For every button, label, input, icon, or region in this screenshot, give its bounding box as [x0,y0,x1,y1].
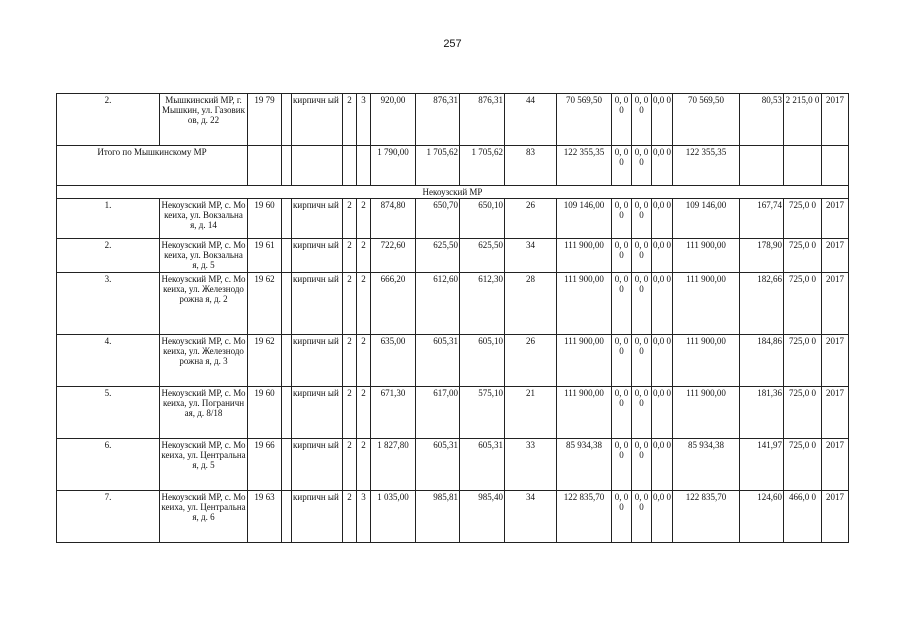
cost-total-cell: 111 900,00 [557,335,612,387]
area-total-cell: 635,00 [371,335,416,387]
area-total-cell: 722,60 [371,239,416,273]
residents-cell: 28 [505,273,557,335]
area-total-cell: 1 790,00 [371,146,416,186]
area-total-cell: 671,30 [371,387,416,439]
area-living-cell: 605,31 [416,335,460,387]
budget-region-cell: 0, 0 0 [632,491,652,543]
budget-local-cell: 0,0 0 [652,94,673,146]
area-living-cell: 650,70 [416,199,460,239]
area-living-cell: 612,60 [416,273,460,335]
table-row [57,387,849,439]
budget-local-cell: 0,0 0 [652,439,673,491]
floors-cell: 2 [343,239,357,273]
blank-cell [282,146,292,186]
area-total-cell: 920,00 [371,94,416,146]
other-sources-cell: 111 900,00 [673,239,740,273]
area-total-cell: 874,80 [371,199,416,239]
deadline-cell [822,146,849,186]
year-cell: 19 60 [248,199,282,239]
specific-cost-cell: 184,86 [740,335,784,387]
section-title: Некоузский МР [57,186,849,199]
blank-cell [282,491,292,543]
material-cell: кирпичн ый [292,491,343,543]
material-cell: кирпичн ый [292,239,343,273]
budget-local-cell: 0,0 0 [652,146,673,186]
area-resettled-cell: 605,10 [460,335,505,387]
year-cell: 19 66 [248,439,282,491]
address-cell: Некоузский МР, с. Мокеиха, ул. Пограничная, д. 8/18 [160,387,248,439]
address-cell: Мышкинский МР, г. Мышкин, ул. Газовиков, д. 22 [160,94,248,146]
table-row [57,199,849,239]
area-resettled-cell: 605,31 [460,439,505,491]
budget-region-cell: 0, 0 0 [632,387,652,439]
table-row [57,239,849,273]
budget-local-cell: 0,0 0 [652,273,673,335]
floors-cell: 2 [343,94,357,146]
deadline-cell: 2017 [822,239,849,273]
blank-cell [282,239,292,273]
blank-cell [282,335,292,387]
deadline-cell: 2017 [822,94,849,146]
material-cell: кирпичн ый [292,387,343,439]
cost-total-cell: 109 146,00 [557,199,612,239]
blank-cell [282,94,292,146]
fund-cell: 0, 0 0 [612,94,632,146]
year-cell: 19 60 [248,387,282,439]
residents-cell: 26 [505,335,557,387]
entrances-cell: 2 [357,239,371,273]
norm-cost-cell: 725,0 0 [784,335,822,387]
row-number: 1. [57,199,160,239]
section-body [57,186,849,199]
page-number: 257 [443,38,462,50]
budget-region-cell: 0, 0 0 [632,146,652,186]
blank-cell [282,387,292,439]
norm-cost-cell: 725,0 0 [784,199,822,239]
area-resettled-cell: 985,40 [460,491,505,543]
residents-cell: 21 [505,387,557,439]
entrances-cell: 3 [357,491,371,543]
row-number: 2. [57,239,160,273]
budget-local-cell: 0,0 0 [652,199,673,239]
entrances-cell: 2 [357,273,371,335]
table-row [57,491,849,543]
budget-region-cell: 0, 0 0 [632,199,652,239]
other-sources-cell: 111 900,00 [673,273,740,335]
budget-local-cell: 0,0 0 [652,239,673,273]
area-living-cell: 1 705,62 [416,146,460,186]
residents-cell: 83 [505,146,557,186]
specific-cost-cell: 80,53 [740,94,784,146]
other-sources-cell: 85 934,38 [673,439,740,491]
year-cell: 19 79 [248,94,282,146]
area-living-cell: 876,31 [416,94,460,146]
area-total-cell: 666,20 [371,273,416,335]
address-cell: Некоузский МР, с. Мокеиха, ул. Центральная, д. 6 [160,491,248,543]
housing-register-table [56,93,849,543]
fund-cell: 0, 0 0 [612,239,632,273]
entrances-cell: 2 [357,335,371,387]
residents-cell: 44 [505,94,557,146]
deadline-cell: 2017 [822,491,849,543]
fund-cell: 0, 0 0 [612,439,632,491]
row-number: 4. [57,335,160,387]
floors-cell: 2 [343,273,357,335]
table-body-top [57,94,849,186]
specific-cost-cell: 178,90 [740,239,784,273]
area-resettled-cell: 625,50 [460,239,505,273]
other-sources-cell: 109 146,00 [673,199,740,239]
area-resettled-cell: 575,10 [460,387,505,439]
specific-cost-cell: 181,36 [740,387,784,439]
fund-cell: 0, 0 0 [612,199,632,239]
deadline-cell: 2017 [822,273,849,335]
cost-total-cell: 111 900,00 [557,387,612,439]
blank-cell [282,199,292,239]
area-resettled-cell: 1 705,62 [460,146,505,186]
entrances-cell: 3 [357,94,371,146]
material-cell: кирпичн ый [292,199,343,239]
deadline-cell: 2017 [822,335,849,387]
deadline-cell: 2017 [822,387,849,439]
blank-cell [282,439,292,491]
norm-cost-cell: 2 215,0 0 [784,94,822,146]
area-living-cell: 625,50 [416,239,460,273]
area-resettled-cell: 612,30 [460,273,505,335]
budget-local-cell: 0,0 0 [652,335,673,387]
other-sources-cell: 111 900,00 [673,335,740,387]
material-cell: кирпичн ый [292,94,343,146]
norm-cost-cell: 725,0 0 [784,387,822,439]
norm-cost-cell: 725,0 0 [784,239,822,273]
area-resettled-cell: 650,10 [460,199,505,239]
specific-cost-cell: 167,74 [740,199,784,239]
area-total-cell: 1 035,00 [371,491,416,543]
address-cell: Некоузский МР, с. Мокеиха, ул. Вокзальная, д. 14 [160,199,248,239]
budget-region-cell: 0, 0 0 [632,94,652,146]
cost-total-cell: 111 900,00 [557,239,612,273]
area-living-cell: 985,81 [416,491,460,543]
area-total-cell: 1 827,80 [371,439,416,491]
floors-cell: 2 [343,335,357,387]
specific-cost-cell [740,146,784,186]
fund-cell: 0, 0 0 [612,387,632,439]
floors-cell: 2 [343,387,357,439]
address-cell: Некоузский МР, с. Мокеиха, ул. Железнодорожна я, д. 3 [160,335,248,387]
address-cell: Некоузский МР, с. Мокеиха, ул. Центральная, д. 5 [160,439,248,491]
area-living-cell: 605,31 [416,439,460,491]
deadline-cell: 2017 [822,439,849,491]
total-label-cell: Итого по Мышкинскому МР [57,146,248,186]
row-number: 3. [57,273,160,335]
residents-cell: 34 [505,491,557,543]
table-body-bottom [57,199,849,543]
table-row [57,439,849,491]
budget-region-cell: 0, 0 0 [632,239,652,273]
fund-cell: 0, 0 0 [612,335,632,387]
row-number: 2. [57,94,160,146]
residents-cell: 26 [505,199,557,239]
floors-cell: 2 [343,199,357,239]
entrances-cell: 2 [357,387,371,439]
residents-cell: 34 [505,239,557,273]
norm-cost-cell: 725,0 0 [784,273,822,335]
specific-cost-cell: 124,60 [740,491,784,543]
year-cell: 19 62 [248,335,282,387]
budget-region-cell: 0, 0 0 [632,439,652,491]
entrances-cell [357,146,371,186]
year-cell: 19 61 [248,239,282,273]
row-number: 5. [57,387,160,439]
year-cell: 19 62 [248,273,282,335]
norm-cost-cell: 725,0 0 [784,439,822,491]
cost-total-cell: 85 934,38 [557,439,612,491]
budget-local-cell: 0,0 0 [652,387,673,439]
address-cell: Некоузский МР, с. Мокеиха, ул. Вокзальная, д. 5 [160,239,248,273]
norm-cost-cell [784,146,822,186]
area-living-cell: 617,00 [416,387,460,439]
other-sources-cell: 122 355,35 [673,146,740,186]
cost-total-cell: 111 900,00 [557,273,612,335]
other-sources-cell: 111 900,00 [673,387,740,439]
year-cell [248,146,282,186]
floors-cell: 2 [343,439,357,491]
cost-total-cell: 70 569,50 [557,94,612,146]
other-sources-cell: 122 835,70 [673,491,740,543]
cost-total-cell: 122 835,70 [557,491,612,543]
budget-region-cell: 0, 0 0 [632,273,652,335]
row-number: 6. [57,439,160,491]
cost-total-cell: 122 355,35 [557,146,612,186]
table-row [57,273,849,335]
specific-cost-cell: 182,66 [740,273,784,335]
section-header-row [57,186,849,199]
material-cell: кирпичн ый [292,439,343,491]
deadline-cell: 2017 [822,199,849,239]
entrances-cell: 2 [357,439,371,491]
table-row [57,146,849,186]
table-row [57,94,849,146]
material-cell: кирпичн ый [292,335,343,387]
budget-local-cell: 0,0 0 [652,491,673,543]
row-number: 7. [57,491,160,543]
floors-cell: 2 [343,491,357,543]
residents-cell: 33 [505,439,557,491]
entrances-cell: 2 [357,199,371,239]
area-resettled-cell: 876,31 [460,94,505,146]
material-cell [292,146,343,186]
fund-cell: 0, 0 0 [612,146,632,186]
table-row [57,335,849,387]
floors-cell [343,146,357,186]
specific-cost-cell: 141,97 [740,439,784,491]
fund-cell: 0, 0 0 [612,491,632,543]
year-cell: 19 63 [248,491,282,543]
address-cell: Некоузский МР, с. Мокеиха, ул. Железнодорожна я, д. 2 [160,273,248,335]
fund-cell: 0, 0 0 [612,273,632,335]
other-sources-cell: 70 569,50 [673,94,740,146]
norm-cost-cell: 466,0 0 [784,491,822,543]
material-cell: кирпичн ый [292,273,343,335]
budget-region-cell: 0, 0 0 [632,335,652,387]
blank-cell [282,273,292,335]
